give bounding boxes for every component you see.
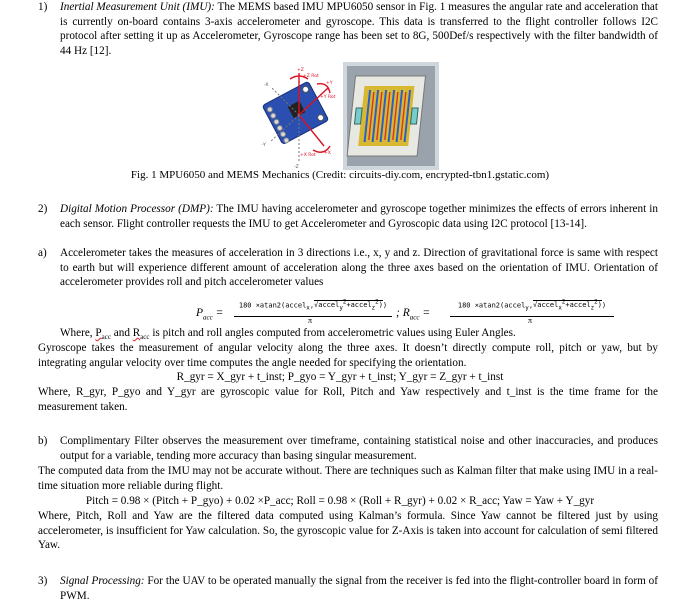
formula-p: P (196, 307, 204, 319)
formula-r-numerator: 180 ×atan2(accel (457, 301, 526, 310)
where-p: P (95, 327, 102, 339)
formula-p-sqrt: accel (318, 301, 340, 310)
formula-r-sub: acc (409, 313, 420, 322)
figure-1 (0, 62, 680, 181)
section-signal-processing (0, 574, 680, 603)
where-filter-text: Where, Pitch, Roll and Yaw are the filtered data computed using Kalman’s formula. Since Yaw cannot be filtered just by using accelerometer, is insufficient for Yaw calculation. So, the gyroscopic value for Z-Axis is taken into account for calculation of semi filtered Yaw. (38, 510, 658, 552)
formula-p-sqrt-a: y (339, 305, 343, 312)
section-number: 2) (38, 203, 48, 215)
label-neg-x: -X (264, 83, 269, 88)
mems-mechanics-image (343, 62, 439, 170)
section-title: Inertial Measurement Unit (IMU): (60, 1, 215, 13)
formula-r-sqrt: accel (537, 301, 559, 310)
computed-paragraph (0, 464, 680, 493)
subsection-a (0, 246, 680, 290)
where-r-sub: acc (140, 333, 150, 342)
figure-caption: Fig. 1 MPU6050 and MEMS Mechanics (Credit: circuits-diy.com, encrypted-tbn1.gstatic.com) (130, 169, 550, 181)
where-mid: and (110, 327, 133, 339)
label-x-rot: +X Rot (300, 153, 316, 158)
accel-formula: $P_{acc}$ = 180 ×atan2(accel$_x$,√accel$_y^2$+accel$_z^2$)) π ; $R_{acc}$ = 180 ×atan2(accel$_y$,√accel$_x^2$+accel$_z^2$)) π (196, 296, 616, 326)
section-title: Signal Processing: (60, 575, 145, 587)
gyro-equation: R_gyr = X_gyr + t_inst; P_gyo = Y_gyr + t_inst; Y_gyr = Z_gyr + t_inst (176, 371, 504, 383)
formula-r-sqrt-2: accel (569, 301, 591, 310)
filter-equation: Pitch = 0.98 × (Pitch + P_gyo) + 0.02 ×P_acc; Roll = 0.98 × (Roll + R_gyr) + 0.02 × R_acc; Yaw = Yaw + Y_gyr (85, 495, 595, 507)
subsection-b (0, 434, 680, 463)
label-neg-z: -Z (294, 165, 299, 170)
section-number: 3) (38, 575, 48, 587)
formula-p-numerator: 180 ×atan2(accel (238, 301, 307, 310)
where-filter (0, 509, 680, 553)
where-gyro-text: Where, R_gyr, P_gyo and Y_gyr are gyroscopic value for Roll, Pitch and Yaw respectively and t_inst is the time frame for the measurement taken. (38, 386, 658, 413)
label-z: +Z (297, 68, 304, 73)
where-gyro (0, 385, 680, 414)
formula-p-sub: acc (203, 313, 213, 322)
section-number: 1) (38, 1, 48, 13)
where-r: R (132, 327, 141, 339)
formula-r-denominator: π (528, 316, 533, 325)
where-pre: Where, (60, 327, 96, 339)
section-text: The IMU having accelerometer and gyroscope together minimizes the effects of errors inherent in each sensor. Flight controller requests the IMU to get Accelerometer and Gyroscopic data using I2C protocol [13-14]. (60, 203, 658, 230)
mpu6050-board-image (254, 62, 338, 170)
formula-r: ; R (396, 307, 410, 319)
gyro-text: Gyroscope takes the measurement of angular velocity along the three axes. It doesn’t directly compute roll, pitch or yaw, but by integrating angular velocity over time computes the angle needed for specifying the orientation. (38, 342, 658, 369)
label-z-rot: +Z Rot (303, 74, 319, 79)
formula-p-sqrt-b: z (371, 305, 376, 312)
gyro-paragraph (0, 341, 680, 370)
item-text: Complimentary Filter observes the measurement over timeframe, containing statistical noise and other inaccuracies, and produces output for a variable, tending more accuracy than basing singular measurement. (60, 435, 658, 462)
section-text: The MEMS based IMU MPU6050 sensor in Fig. 1 measures the angular rate and acceleration that is currently on-board contains 3-axis accelerometer and gyroscope. This data is transferred to the flight controller follows I2C protocol after setting it up as Accelerometer, Gyroscope range has been set to 8G, 500Def/s respectively with the filter bandwidth of 44 Hz [12]. (60, 1, 659, 57)
formula-p-sqrt-2: accel (350, 301, 372, 310)
formula-p-num-sub: x (306, 305, 310, 312)
computed-text: The computed data from the IMU may not be accurate without. There are techniques such as Kalman filter that make using IMU in a real-time situation more reliable during flight. (38, 465, 658, 492)
formula-p-denominator: π (308, 316, 313, 325)
formula-r-num-sub: y (525, 305, 529, 312)
section-title: Digital Motion Processor (DMP): (60, 203, 214, 215)
formula-r-sqrt-b: z (590, 305, 595, 312)
label-x: +X (324, 151, 331, 156)
section-text: For the UAV to be operated manually the signal from the receiver is fed into the flight-controller board in form of PWM. (60, 575, 658, 602)
item-number: a) (38, 247, 47, 259)
label-neg-y: -Y (262, 143, 266, 148)
item-text: Accelerometer takes the measures of acceleration in 3 directions i.e., x, y and z. Direction of gravitational force is same with respect to earth but will experience different amount of acceleration along the three axes based on the orientation of IMU. Orientation of accelerometer provides roll and pitch accelerometer values (60, 247, 658, 289)
section-imu (0, 0, 680, 58)
label-y-rot: +Y Rot (320, 95, 336, 100)
where-p-sub: acc (101, 333, 111, 342)
where-post: is pitch and roll angles computed from accelerometric values using Euler Angles. (149, 327, 516, 339)
label-y: +Y (326, 81, 333, 86)
item-number: b) (38, 435, 48, 447)
section-dmp (0, 202, 680, 231)
